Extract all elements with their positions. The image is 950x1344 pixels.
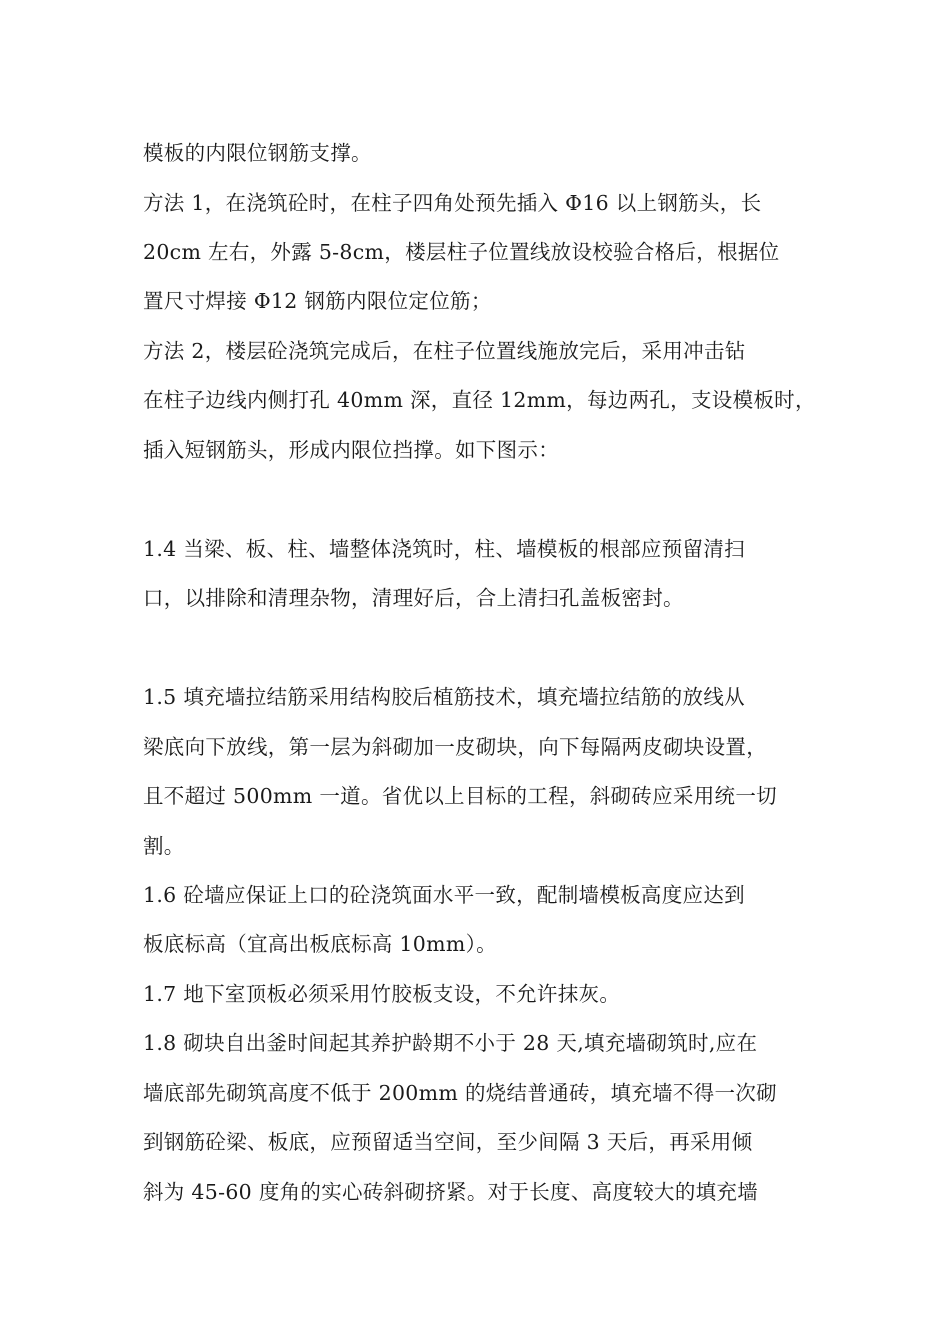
text-line: 割。 — [143, 834, 185, 858]
text-line: 方法 2，楼层砼浇筑完成后，在柱子位置线施放完后，采用冲击钻 — [143, 339, 746, 363]
text-line: 方法 1，在浇筑砼时，在柱子四角处预先插入 Φ16 以上钢筋头，长 — [143, 191, 762, 215]
text-line: 梁底向下放线，第一层为斜砌加一皮砌块，向下每隔两皮砌块设置， — [143, 735, 767, 759]
text-line: 20cm 左右，外露 5-8cm，楼层柱子位置线放设校验合格后，根据位 — [143, 240, 780, 264]
text-line: 模板的内限位钢筋支撑。 — [143, 141, 372, 165]
text-line: 板底标高（宜高出板底标高 10mm）。 — [143, 932, 497, 956]
text-line: 置尺寸焊接 Φ12 钢筋内限位定位筋； — [143, 289, 492, 313]
text-line: 斜为 45-60 度角的实心砖斜砌挤紧。对于长度、高度较大的填充墙 — [143, 1180, 759, 1204]
text-line: 1.4 当梁、板、柱、墙整体浇筑时，柱、墙模板的根部应预留清扫 — [143, 537, 745, 561]
text-line: 1.5 填充墙拉结筋采用结构胶后植筋技术，填充墙拉结筋的放线从 — [143, 685, 745, 709]
text-line: 口，以排除和清理杂物，清理好后，合上清扫孔盖板密封。 — [143, 586, 684, 610]
text-line: 1.7 地下室顶板必须采用竹胶板支设，不允许抹灰。 — [143, 982, 621, 1006]
text-line: 墙底部先砌筑高度不低于 200mm 的烧结普通砖，填充墙不得一次砌 — [143, 1081, 777, 1105]
text-line: 到钢筋砼梁、板底，应预留适当空间，至少间隔 3 天后，再采用倾 — [143, 1130, 753, 1154]
text-line: 1.6 砼墙应保证上口的砼浇筑面水平一致，配制墙模板高度应达到 — [143, 883, 745, 907]
text-line: 且不超过 500mm 一道。省优以上目标的工程，斜砌砖应采用统一切 — [143, 784, 777, 808]
text-line: 插入短钢筋头，形成内限位挡撑。如下图示： — [143, 438, 559, 462]
text-line: 1.8 砌块自出釜时间起其养护龄期不小于 28 天,填充墙砌筑时,应在 — [143, 1031, 758, 1055]
text-line: 在柱子边线内侧打孔 40mm 深，直径 12mm，每边两孔，支设模板时， — [143, 388, 816, 412]
